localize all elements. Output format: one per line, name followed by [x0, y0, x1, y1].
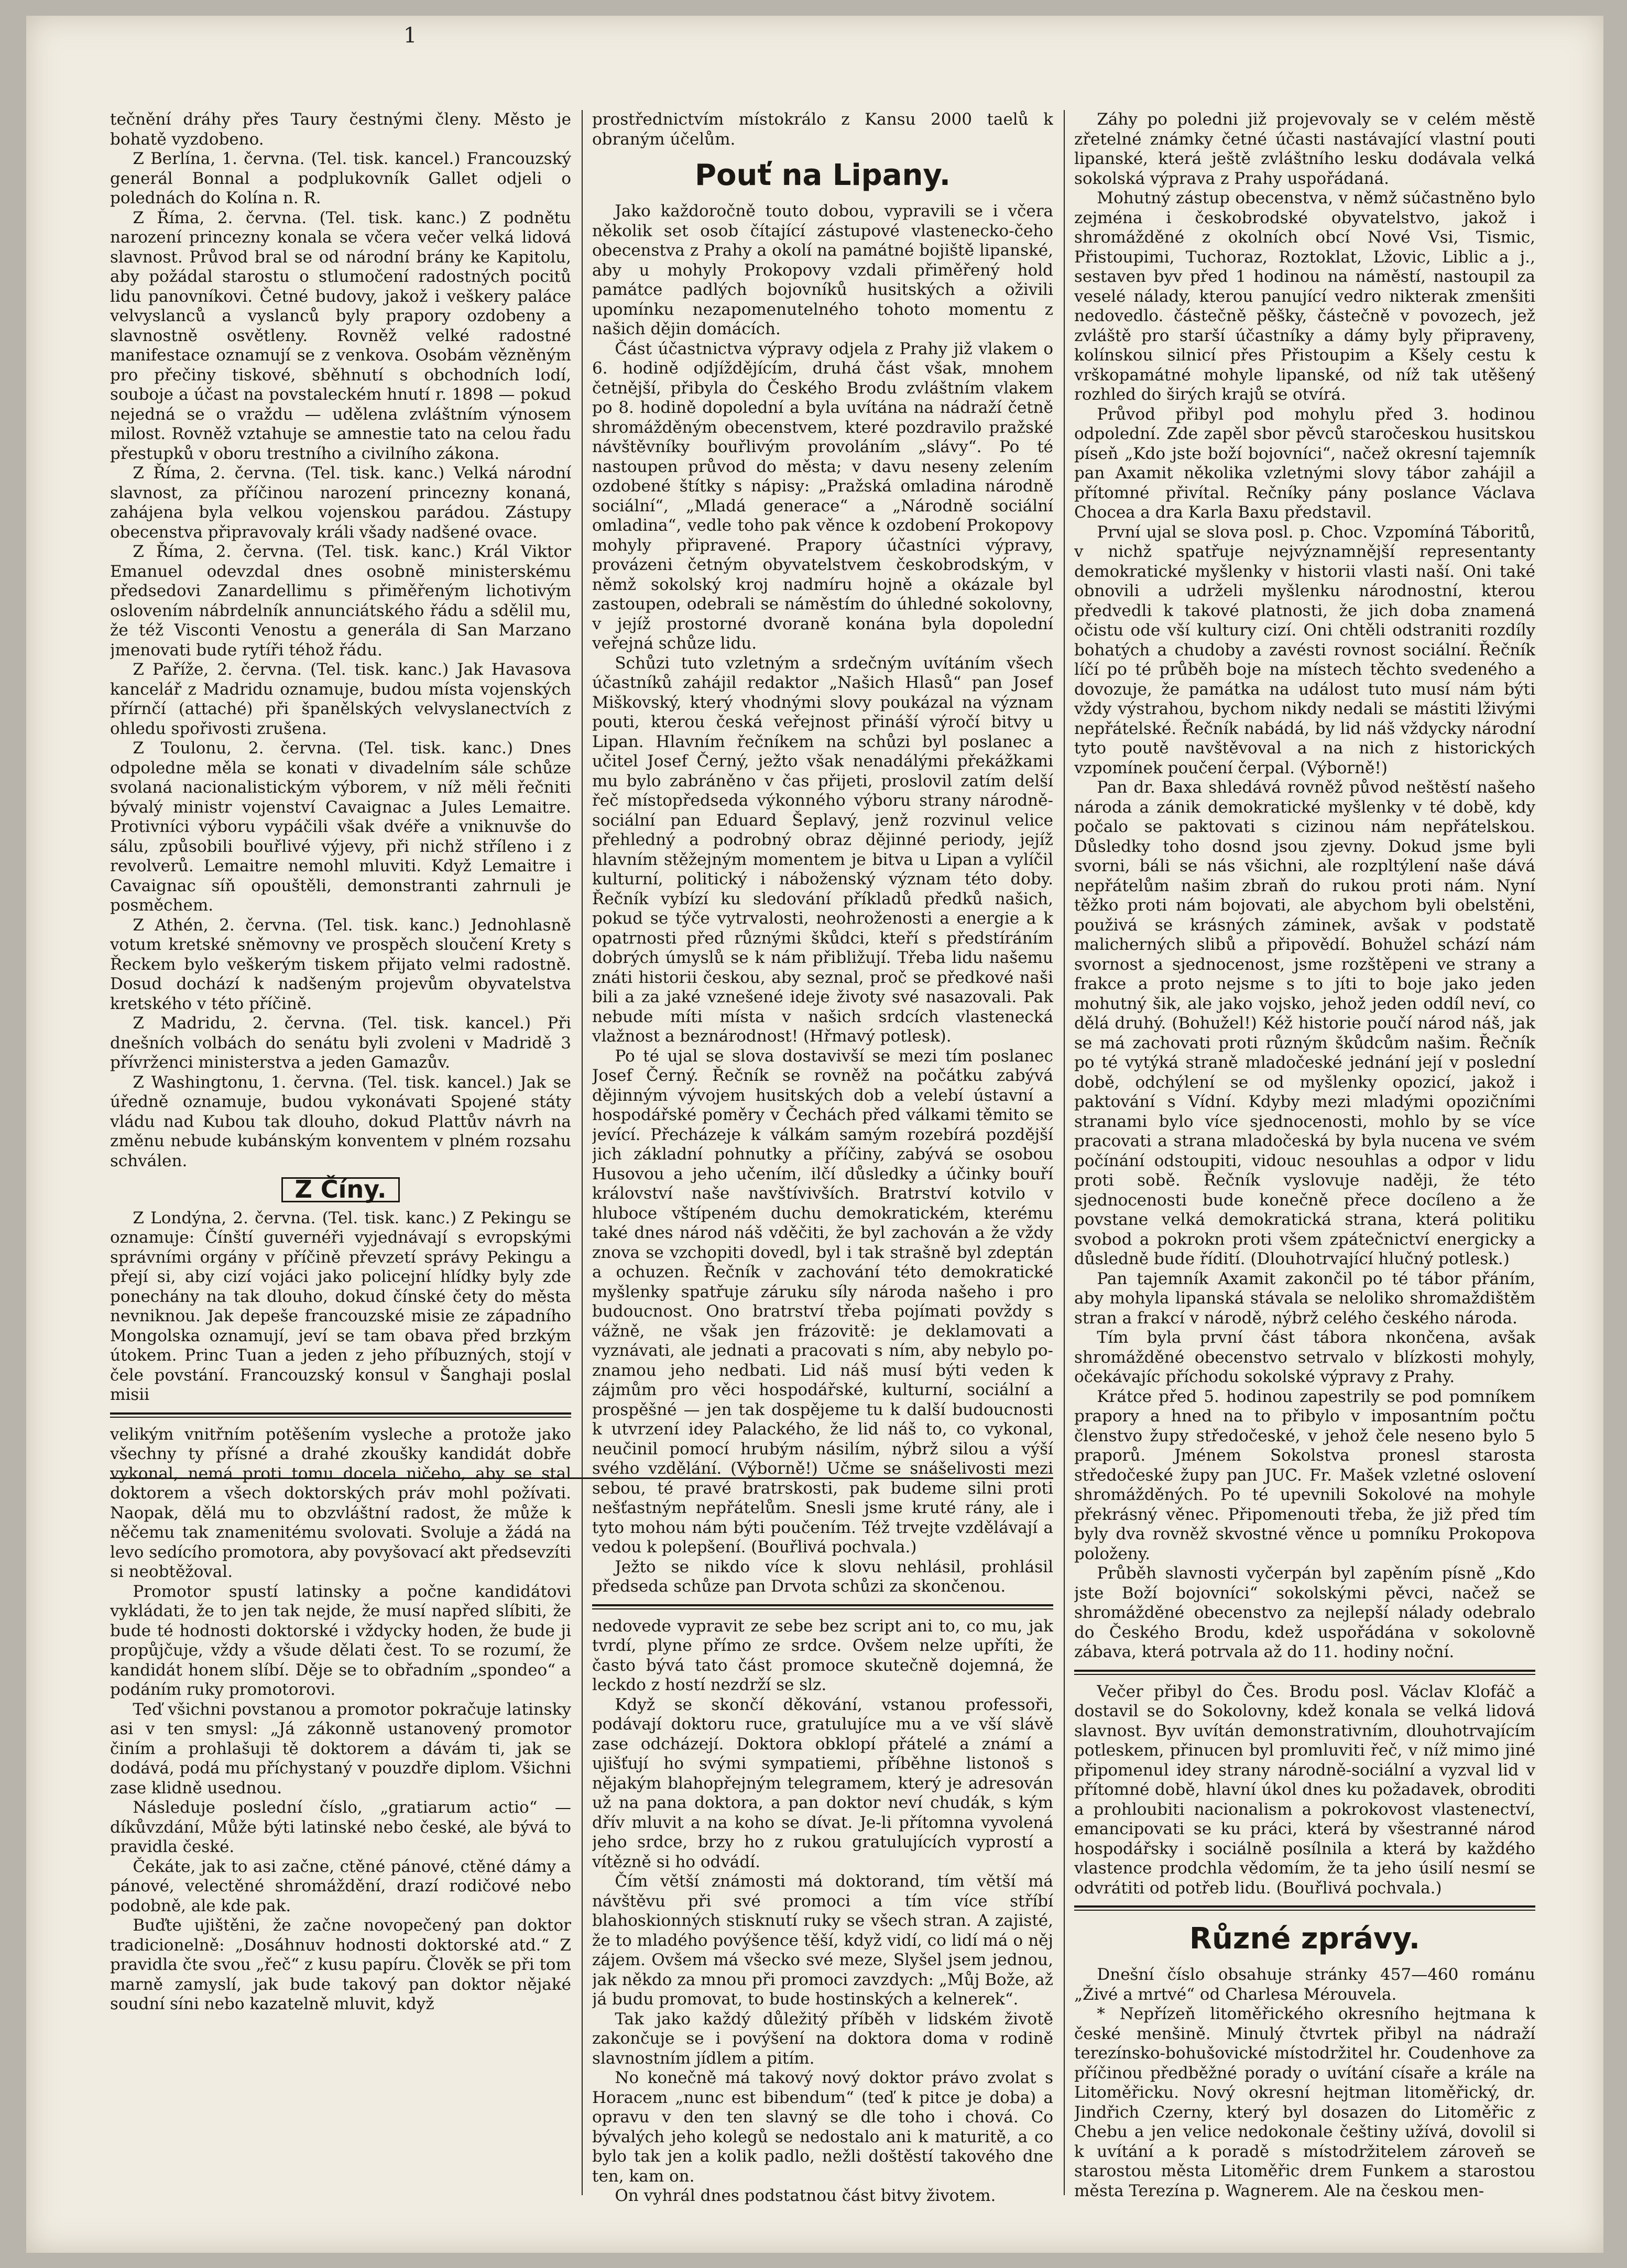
news-madrid: Z Madridu, 2. června. (Tel. tisk. kancel.) Při dnešních volbách do senátu byli zvoleni v Madridě 3 přívrženci ministerstva a jeden Gamazův. — [110, 1014, 571, 1072]
article-paragraph: První ujal se slova posl. p. Choc. Vzpomíná Táboritů, v nichž spatřuje nejvýznamnější representanty demokratické myšlenky v historii vlasti naší. Oni také obnovili a udrželi myšlenku národnostní, kterou předvedli k takové platnosti, že jich doba znamená očistu ode vší kultury cizí. Oni chtěli odstraniti rozdíly bohatých a chudoby a zavésti rovnost sociální. Řečník líčí po té průběh boje na místech těchto svedeného a dovozuje, že památka na událost tuto musí nám býti vždy výstrahou, bychom nikdy nedali se mástiti lživými nepřátelské. Řečník nabádá, by lid náš vždycky národní tyto poutě navštěvoval a na nich z historických vzpomínek poučení čerpal. (Výborně!) — [1074, 522, 1535, 777]
article-paragraph: Po té ujal se slova dostavivší se mezi tím poslanec Josef Černý. Řečník se rovněž na počátku zabývá dějinným vývojem husitských dob a velebí ústavní a hospodářské poměry v Čechách před válkami těmito se jevící. Přecházeje k válkám samým rozebírá pozdější jich základní pohnutky a příčiny, zabývá se osobou Husovou a jeho učením, ilčí důsledky a účinky bouří království naše navštívivších. Bratrství kotvilo v hluboce vštípeném duchu demokratickém, kterému také dnes národ náš vděčiti, že byl zachován a že vždy znova se vzchopiti dovedl, byl i tak strašně byl zdeptán a ochuzen. Řečník v zachování této demokratické myšlenky spatřuje záruku síly národa našeho i pro budoucnost. Ono bratrství třeba pojímati povždy s vážně, ne však jen frázovitě: je deklamovati a vyznávati, ale jednati a pracovati s ním, aby nebylo po-znamou jeho nedbati. Lid náš musí býti veden k zájmům pro věci hospodářské, kulturní, sociální a prospěšné — jen tak dospějeme tu k další budoucnosti k utvrzení idey Palackého, že lid náš to, co vykonal, neučinil pomocí hrubým násilím, nýbrž silou a výší svého vzdělání. (Výborně!) Učme se snášelivosti mezi sebou, té pravé bratrskosti, pak budeme silni proti nešťastným nepřátelům. Snesli jsme kruté rány, ale i tyto mohou nám býti poučením. Též trvejte vzdělávají a vedou k polepšení. (Bouřlivá pochvala.) — [592, 1046, 1053, 1557]
section-rule — [1074, 1670, 1535, 1675]
feuilleton-paragraph: Následuje poslední číslo, „gratiarum actio“ — díkůvzdání, Může býti latinské nebo české, ale bývá to pravidla české. — [110, 1798, 571, 1856]
article-paragraph: Mohutný zástup obecenstva, v němž súčastněno bylo zejména i českobrodské obyvatelstvo, jakož i shromážděné z okolních obcí Nové Vsi, Tismic, Přistoupimi, Tuchoraz, Roztoklat, Lžovic, Liblic a j., sestaven byv před 1 hodinou na náměstí, nastoupil za veselé nálady, kterou panující vedro nikterak zmenšiti nedovedlo. částečně pěšky, částečně v povozech, jež zvláště pro starší účastníky a dámy byly připraveny, kolínskou silnicí přes Přistoupim a Kšely cestu k vrškopamátné mohyle lipanské, od níž tak utěšený rozhled do širých krajů se otvírá. — [1074, 189, 1535, 404]
feuilleton-rule — [110, 1412, 571, 1418]
column-3 — [1074, 110, 1535, 2201]
article-paragraph: Jako každoročně touto dobou, vypravili se i včera několik set osob čítající zástupové vlastenecko-čeho obecenstva z Prahy a okolí na památné bojiště lipanské, aby u mohyly Prokopovy vzdali přiměřený hold památce padlých bojovníků husitských a oživili upomínku nezapomenutelného tohoto momentu z našich dějin domácích. — [592, 202, 1053, 338]
feuilleton-paragraph: Když se skončí děkování, vstanou professoři, podávají doktoru ruce, gratulujíce mu a ve vší slávě zase odcházejí. Doktora obklopí přátelé a známí a ujišťují ho svými sympatiemi, příběhne listonoš s nějakým blahopřejným telegramem, který je adresován už na pana doktora, a pan doktor neví chudák, s kým dřív mluvit a na koho se dívat. Je-li přítomna vyvolená jeho srdce, brzy ho z rukou gratulujících vyprostí a vítězně si ho odvádí. — [592, 1695, 1053, 1871]
section-heading-ruzne: Různé zprávy. — [1189, 1922, 1421, 1956]
news-rome-1: Z Říma, 2. června. (Tel. tisk. kanc.) Z podnětu narození princezny konala se včera večer velká lidová slavnost. Průvod bral se od národní brány ke Kapitolu, aby požádal starostu o stlumočení radostných pocitů lidu panovníkovi. Četné budovy, jakož i veškery paláce velvyslanců a vyslanců byly prapory ozdobeny a slavnostně osvětleny. Rovněž velké radostné manifestace oznamují se z venkova. Osobám vězněným pro přečiny tiskové, sběhnutí s obchodních lodí, souboje a účast na povstaleckém hnutí r. 1898 — pokud nejedná se o vraždu — udělena zvláštním výnosem milost. Rovněž vztahuje se amnestie tato na celou řadu přestupků v oboru trestního a civilního zákona. — [110, 208, 571, 463]
news-paris: Z Paříže, 2. června. (Tel. tisk. kanc.) Jak Havasova kancelář z Madridu oznamuje, budou místa vojenských přírnčí (attaché) při španělských velvyslanectvích z ohledu spořivosti zrušena. — [110, 660, 571, 738]
paragraph: tečnění dráhy přes Taury čestnými členy. Město je bohatě vyzdobeno. — [110, 110, 571, 149]
section-heading-china: Z Číny. — [281, 1177, 400, 1202]
feuilleton-paragraph: nedovede vypravit ze sebe bez script ani to, co mu, jak tvrdí, plyne přímo ze srdce. Ovšem nelze upříti, že často bývá tato část promoce skutečně dojemná, že leckdo z hostí nezdrží se slz. — [592, 1616, 1053, 1694]
column-2 — [592, 110, 1053, 2206]
feuilleton-paragraph: Promotor spustí latinsky a počne kandidátovi vykládati, že to jen tak nejde, že musí napřed slíbiti, že bude té hodnosti doktorské i vždycky hoden, že bude ji propůjčuje, vždy a všude dělati čest. To se rozumí, že kandidát honem slíbí. Děje se to obřadním „spondeo“ a podáním ruky promotorovi. — [110, 1582, 571, 1699]
news-rome-3: Z Říma, 2. června. (Tel. tisk. kanc.) Král Viktor Emanuel odevzdal dnes osobně ministerskému předsedovi Zanardellimu s přiměřeným lichotivým oslovením nábrdelník annunciátského řádu a sdělil mu, že též Visconti Venostu a generála di San Marzano jmenovati bude rytíři téhož řádu. — [110, 542, 571, 660]
news-athens: Z Athén, 2. června. (Tel. tisk. kanc.) Jednohlasně votum kretské sněmovny ve prospěch sloučení Krety s Řeckem bylo veškerým tiskem přijato velmi radostně. Dosud dochází k nadšeným projevům obyvatelstva kretského v této příčině. — [110, 915, 571, 1013]
article-paragraph: Průběh slavnosti vyčerpán byl zapěním písně „Kdo jste Boží bojovníci“ sokolskými pěvci, načež se shromážděné obecenstvo za nejlepší nálady odebralo do Českého Brodu, kdež uspořádána v sokolovně zábava, která potrvala až do 11. hodiny noční. — [1074, 1564, 1535, 1661]
feuilleton-paragraph: Tak jako každý důležitý příběh v lidském životě zakončuje se i povýšení na doktora doma v rodině slavnostním jídlem a pitím. — [592, 2009, 1053, 2068]
feuilleton-paragraph: velikým vnitřním potěšením vysleche a protože jako všechny ty přísné a drahé zkoušky kandidát dobře vykonal, nemá proti tomu docela ničeho, aby se stal doktorem a všech doktorských práv mohl požívati. Naopak, dělá mu to obzvláštní radost, že může k něčemu tak znamenitému svolovati. Svoluje a žádá na levo sedícího promotora, aby povyšovací akt předsevzíti si neobtěžoval. — [110, 1425, 571, 1581]
article-paragraph: Tím byla první část tábora nkončena, avšak shromážděné obecenstvo setrvalo v blízkosti mohyly, očekávajíc příchodu sokolské výpravy z Prahy. — [1074, 1328, 1535, 1386]
article-paragraph: Záhy po poledni již projevovaly se v celém městě zřetelné známky četné účasti nastávající vlastní pouti lipanské, která ještě zvláštního lesku dodávala velká sokolská výprava z Prahy uspořádaná. — [1074, 110, 1535, 188]
article-paragraph: Ježto se nikdo více k slovu nehlásil, prohlásil předseda schůze pan Drvota schůzi za skončenou. — [592, 1557, 1053, 1596]
news-washington: Z Washingtonu, 1. června. (Tel. tisk. kancel.) Jak se úředně oznamuje, budou vykonávati Spojené státy vládu nad Kubou tak dlouho, dokud Plattův návrh na změnu nebude kubánským konventem v plném rozsahu schválen. — [110, 1072, 571, 1170]
article-heading-lipany: Pouť na Lipany. — [694, 158, 951, 192]
top-mark: 1 — [403, 24, 417, 48]
article-paragraph: Průvod přibyl pod mohylu před 3. hodinou odpolední. Zde zapěl sbor pěvců staročeskou husitskou píseň „Kdo jste boží bojovníci“, načež okresní tajemník pan Axamit několika vzletnými slovy tábor zahájil a přítomné přivítal. Rečníky pány poslance Václava Chocea a dra Karla Baxu představil. — [1074, 404, 1535, 522]
article-paragraph: Pan dr. Baxa shledává rovněž původ neštěstí našeho národa a zánik demokratické myšlenky v té době, kdy počalo se paktovati s cizinou nám nepřátelskou. Důsledky toho dosnd jsou zjevny. Dokud jsme byli svorni, báli se nás všichni, ale rozpltýlení naše dává nepřátelům našim zbraň do rukou proti nám. Nyní těžko proti nám bojovati, ale abychom byli obelstěni, použivá se krásných záminek, avšak v podstatě malicherných slibů a připovědí. Bohužel schází nám svornost a sjednocenost, jsme rozštěpeni ve strany a frakce a proto nejsme s to jíti to boje jako jeden mohutný šik, ale jako vojsko, jehož jeden oddíl neví, co dělá druhý. (Bohužel!) Kéž historie poučí národ náš, jak se má zachovati proti různým škůdcům našim. Řečník po té vytýká straně mladočeské jednání její v poslední době, odchýlení se od myšlenky opozicí, jakož i paktování s Vídní. Kdyby mezi mladými opozičními stranami bylo více sjednocenosti, mohlo by se více pracovati a strana mladočeská by byla nucena ve svém počínání odstoupiti, vidouc nesouhlas a odpor v lidu proti sobě. Řečník vyslovuje naději, že této sjednocenosti bude konečně přece docíleno a že povstane velká demokratická strana, která politiku svobod a pokrokn proti všem zpátečnictví energicky a důsledně bude řídití. (Dlouhotrvající hlučný potlesk.) — [1074, 778, 1535, 1268]
feuilleton-paragraph: Buďte ujištěni, že začne novopečený pan doktor tradicionelně: „Dosáhnuv hodnosti doktorské atd.“ Z pravidla čte svou „řeč“ z kusu papíru. Člověk se při tom marně zamyslí, jak bude takový pan doktor nějaké soudní síni nebo kazatelně mluvit, když — [110, 1916, 571, 2013]
section-rule — [1074, 1905, 1535, 1911]
news-paragraph: * Nepřízeň litoměřického okresního hejtmana k české menšině. Minulý čtvrtek přibyl na nádraží terezínsko-bohušovické místodržitel hr. Coudenhove za příčinou předběžné porady o uvítání císaře a krále na Litoměřicku. Nový okresní hejtman litoměřický, dr. Jindřich Czerny, který byl dosazen do Litoměřic z Chebu a jen velice nedokonale češtiny užívá, dovolil si k uvítání a k poradě s místodržitelem zároveň se starostou města Litoměřic drem Funkem a starostou města Terezína p. Wagnerem. Ale na českou men- — [1074, 2004, 1535, 2200]
column-divider-2 — [1064, 110, 1065, 2195]
paragraph: prostřednictvím místokrálo z Kansu 2000 taelů k obraným účelům. — [592, 110, 1053, 149]
feuilleton-paragraph: Čím větší známosti má doktorand, tím větší má návštěvu při své promoci a tím více stříbí blahoskionných stisknutí ruky se všech stran. A zajisté, že to mladého povýšence těší, když vidí, co lidí má o něj zájem. Ovšem má všecko své meze, Slyšel jsem jednou, jak někdo za mnou při promoci zavzdych: „Můj Bože, až já budu promovat, to bude hostinských a kelnerek“. — [592, 1872, 1053, 2009]
article-paragraph: Krátce před 5. hodinou zapestrily se pod pomníkem prapory a hned na to přibylo v imposantním počtu členstvo župy středočeské, v jehož čele neseno bylo 5 praporů. Jménem Sokolstva pronesl starosta středočeské župy pan JUC. Fr. Mašek vzletné oslovení shromážděných. Po té upevnili Sokolové na mohyle překrásný věnec. Připomenouti třeba, že již před tím byly dva rovněž skvostné věnce u pomníku Prokopova položeny. — [1074, 1387, 1535, 1563]
news-rome-2: Z Říma, 2. června. (Tel. tisk. kanc.) Velká národní slavnost, za příčinou narození princezny konaná, zahájena byla velkou vojenskou parádou. Zástupy obecenstva připravovaly králi všady nadšené ovace. — [110, 464, 571, 542]
column-divider-1 — [582, 110, 583, 2195]
news-toulon: Z Toulonu, 2. června. (Tel. tisk. kanc.) Dnes odpoledne měla se konati v divadelním sále schůze svolaná nacionalistickým výborem, v níž měli řečniti bývalý ministr vojenství Cavaignac a Jules Lemaitre. Protivníci výboru vypáčili však dvéře a vniknuvše do sálu, způsobili bouřlivé výjevy, při nichž stříleno i z revolverů. Lemaitre nemohl mluviti. Když Lemaitre i Cavaignac síň opouštěli, demonstranti zahrnuli je posměchem. — [110, 739, 571, 915]
feuilleton-paragraph: Teď všichni povstanou a promotor pokračuje latinsky asi v ten smysl: „Já zákonně ustanovený promotor činím a prohlašuji tě doktorem a dávám ti, jak se dodává, podá mu příchystaný v pouzdře diplom. Všichni zase klidně usednou. — [110, 1700, 571, 1798]
newspaper-page — [26, 16, 1603, 2253]
article-paragraph: Večer přibyl do Čes. Brodu posl. Václav Klofáč a dostavil se do Sokolovny, kdež konala se velká lidová slavnost. Byv uvítán demonstrativním, dlouhotrvajícím potleskem, přinucen byl promluviti řeč, v níž mimo jiné připomenul idey strany národně-sociální a vyzval lid v přítomné době, hlavní úkol dnes ku požadavek, obroditi a prohloubiti nacionalism a pokrokovost vlastenectví, emancipovati se ku práci, která by všestranné národ hospodářsky i sociálně posílnila a která by každého vlastence prodchla vědomím, že ta jeho úsilí nesmí se odvrátiti od potřeb lidu. (Bouřlivá pochvala.) — [1074, 1682, 1535, 1898]
feuilleton-paragraph: No konečně má takový nový doktor právo zvolat s Horacem „nunc est bibendum“ (teď k pitce je doba) a opravu v den ten slavný se dle toho i chová. Co bývalých jeho kolegů se nedostalo ani k maturitě, a co bylo tak jen a kolik padlo, nežli doštěstí takového dne ten, kam on. — [592, 2068, 1053, 2186]
feuilleton-paragraph: Čekáte, jak to asi začne, ctěné pánové, ctěné dámy a pánové, velectěné shromáždění, drazí rodičové nebo podobně, ale kde pak. — [110, 1857, 571, 1915]
article-paragraph: Pan tajemník Axamit zakončil po té tábor přáním, aby mohyla lipanská stávala se neloliko shromaždištěm stran a frakcí v národě, nýbrž celého českého národa. — [1074, 1269, 1535, 1328]
column-1 — [110, 110, 571, 2014]
news-london: Z Londýna, 2. června. (Tel. tisk. kanc.) Z Pekingu se oznamuje: Čínští guvernéři vyjednávají s evropskými správními orgány v příčině převzetí správy Pekingu a přejí si, aby cizí vojáci jako policejní hlídky byly zde ponechány na tak dlouho, dokud čínské čety do města nevniknou. Jak depeše francouzské misie ze západního Mongolska oznamují, jeví se tam obava před brzkým útokem. Princ Tuan a jeden z jeho příbuzných, stojí v čele povstání. Francouzský konsul v Šanghaji poslal misii — [110, 1208, 571, 1404]
notice-paragraph: Dnešní číslo obsahuje stránky 457—460 románu „Živé a mrtvé“ od Charlesa Mérouvela. — [1074, 1965, 1535, 2004]
article-paragraph: Část účastnictva výpravy odjela z Prahy již vlakem o 6. hodině odjíždějícím, druhá část však, mnohem četnější, přibyla do Českého Brodu zvláštním vlakem po 8. hodině dopolední a byla uvítána na nádraží četně shromážděným obecenstvem, které pozdravilo pražské návštěvníky bouřlivým provoláním „slávy“. Po té nastoupen průvod do města; v davu neseny zelením ozdobené štítky s nápisy: „Pražská omladina národně sociální“, „Mladá generace“ a „Národně sociální omladina“, vedle toho pak věnce k ozdobení Prokopovy mohyly připravené. Prapory účastníci výpravy, provázeni četným obyvatelstvem českobrodským, v němž sokolský kroj nadmíru hojně a okázale byl zastoupen, odebrali se náměstím do úhledné sokolovny, v jejíž prostorné dvoraně konána byla dopolední veřejná schůze lidu. — [592, 339, 1053, 653]
article-paragraph: Schůzi tuto vzletným a srdečným uvítáním všech účastníků zahájil redaktor „Našich Hlasů“ pan Josef Miškovský, který vhodnými slovy poukázal na význam pouti, kterou česká veřejnost přináší výročí bitvy u Lipan. Hlavním řečníkem na schůzi byl poslanec a učitel Josef Černý, ježto však nenadálými překážkami mu bylo zabráněno v čas přijeti, proslovil zatím delší řeč místopředseda výkonného výboru strany národně-sociální pan Eduard Šeplavý, jenž rozvinul velice přehledný a podrobný obraz dějinné periody, jejíž hlavním stěžejným momentem je bitva u Lipan a vylíčil kulturní, politický i náboženský význam této doby. Řečník vybízí ku sledování příkladů předků našich, pokud se týče vytrvalosti, neohroženosti a energie a k opatrnosti před různými škůdci, kteří s předstíráním dobrých úmyslů se k nám přibližují. Třeba lidu našemu znáti historii českou, aby seznal, proč se předkové naši bili a za jaké vznešené ideje životy své nasazovali. Pak nebude míti místa v našich srdcích vlastenecká vlažnost a beznárodnost! (Hřmavý potlesk). — [592, 653, 1053, 1046]
feuilleton-rule — [592, 1604, 1053, 1609]
feuilleton-paragraph: On vyhrál dnes podstatnou část bitvy životem. — [615, 2186, 996, 2205]
news-berlin: Z Berlína, 1. června. (Tel. tisk. kancel.) Francouzský generál Bonnal a podplukovník Gallet odjeli o polednách do Kolína n. R. — [110, 149, 571, 207]
